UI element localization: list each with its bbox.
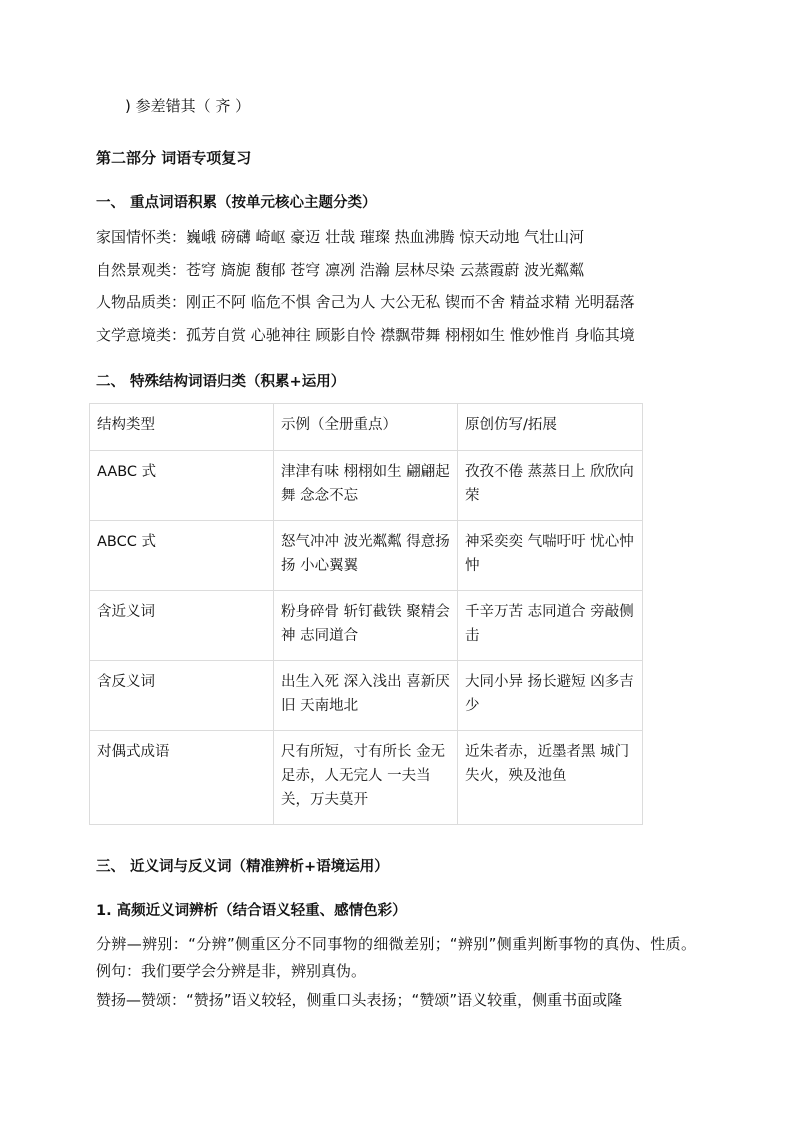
table-cell: 出生入死 深入浅出 喜新厌旧 天南地北 bbox=[274, 661, 458, 731]
part-title: 第二部分 词语专项复习 bbox=[96, 149, 252, 167]
table-cell: 孜孜不倦 蒸蒸日上 欣欣向荣 bbox=[458, 451, 643, 521]
section1-heading: 一、 重点词语积累（按单元核心主题分类） bbox=[96, 195, 377, 211]
table-cell: 粉身碎骨 斩钉截铁 聚精会神 志同道合 bbox=[274, 591, 458, 661]
table-header-row bbox=[90, 404, 643, 451]
table-row bbox=[90, 661, 643, 731]
table-header-cell: 结构类型 bbox=[90, 404, 274, 451]
table-row bbox=[90, 591, 643, 661]
table-row bbox=[90, 451, 643, 521]
table-cell: 千辛万苦 志同道合 旁敲侧击 bbox=[458, 591, 643, 661]
table-cell: 怒气冲冲 波光粼粼 得意扬扬 小心翼翼 bbox=[274, 521, 458, 591]
table-header-cell: 原创仿写/拓展 bbox=[458, 404, 643, 451]
table-cell: AABC 式 bbox=[90, 451, 274, 521]
paragraph-fenbian: 分辨—辨别：“分辨”侧重区分不同事物的细微差别；“辨别”侧重判断事物的真伪、性质。例句：我们要学会分辨是非，辨别真伪。 bbox=[96, 935, 696, 980]
section2-heading: 二、 特殊结构词语归类（积累+运用） bbox=[96, 374, 346, 390]
vocab-line-character: 人物品质类：刚正不阿 临危不惧 舍己为人 大公无私 锲而不舍 精益求精 光明磊落 bbox=[96, 293, 635, 311]
table-header-cell: 示例（全册重点） bbox=[274, 404, 458, 451]
paragraph-zanyang: 赞扬—赞颂：“赞扬”语义较轻，侧重口头表扬；“赞颂”语义较重，侧重书面或隆 bbox=[96, 991, 623, 1009]
table-cell: 近朱者赤，近墨者黑 城门失火，殃及池鱼 bbox=[458, 731, 643, 825]
table-cell: 神采奕奕 气喘吁吁 忧心忡忡 bbox=[458, 521, 643, 591]
table-cell: 含反义词 bbox=[90, 661, 274, 731]
vocab-line-nature: 自然景观类：苍穹 旖旎 馥郁 苍穹 凛冽 浩瀚 层林尽染 云蒸霞蔚 波光粼粼 bbox=[96, 261, 585, 279]
word-structure-table bbox=[89, 403, 643, 825]
table-cell: 大同小异 扬长避短 凶多吉少 bbox=[458, 661, 643, 731]
table-row bbox=[90, 521, 643, 591]
table-row bbox=[90, 731, 643, 825]
table-cell: 津津有味 栩栩如生 翩翩起舞 念念不忘 bbox=[274, 451, 458, 521]
table-cell: 对偶式成语 bbox=[90, 731, 274, 825]
section3-heading: 三、 近义词与反义词（精准辨析+语境运用） bbox=[96, 859, 389, 875]
top-fragment: ) 参差错其（ 齐 ） bbox=[125, 97, 251, 115]
table-cell: 尺有所短，寸有所长 金无足赤，人无完人 一夫当关，万夫莫开 bbox=[274, 731, 458, 825]
vocab-line-patriotic: 家国情怀类：巍峨 磅礴 崎岖 豪迈 壮哉 璀璨 热血沸腾 惊天动地 气壮山河 bbox=[96, 228, 585, 246]
section3-sub1-heading: 1. 高频近义词辨析（结合语义轻重、感情色彩） bbox=[96, 903, 407, 919]
table-cell: ABCC 式 bbox=[90, 521, 274, 591]
table-cell: 含近义词 bbox=[90, 591, 274, 661]
vocab-line-literary: 文学意境类：孤芳自赏 心驰神往 顾影自怜 襟飘带舞 栩栩如生 惟妙惟肖 身临其境 bbox=[96, 326, 635, 344]
